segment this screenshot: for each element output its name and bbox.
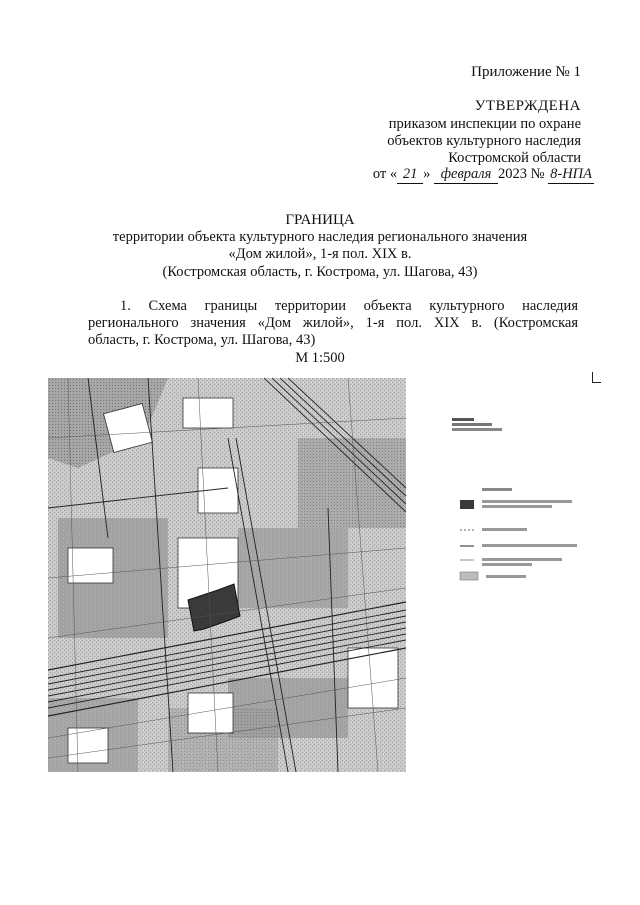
paragraph-line-1: 1. Схема границы территории объекта культурного наследия: [120, 298, 578, 314]
corner-mark-icon: [592, 372, 601, 383]
order-date-line: [373, 166, 594, 184]
title-line-3: (Костромская область, г. Кострома, ул. Шагова, 43): [162, 264, 478, 280]
title-main: ГРАНИЦА: [285, 212, 355, 228]
order-line-2: объектов культурного наследия: [387, 133, 581, 149]
legend-object-swatch: [460, 500, 474, 509]
scale-label: М 1:500: [295, 350, 345, 366]
date-year: 2023 №: [498, 166, 545, 182]
map-legend: [452, 418, 602, 598]
paragraph-line-3: область, г. Кострома, ул. Шагова, 43): [88, 332, 316, 348]
paragraph-line-2: регионального значения «Дом жилой», 1-я пол. XIX в. (Костромская: [88, 315, 578, 331]
approved-label: УТВЕРЖДЕНА: [474, 98, 581, 114]
date-number: 8-НПА: [550, 166, 592, 182]
order-line-3: Костромской области: [448, 150, 581, 166]
cadastral-map: [48, 378, 406, 772]
date-day: 21: [397, 166, 423, 184]
date-month: февраля: [434, 166, 498, 184]
title-line-2: «Дом жилой», 1-я пол. XIX в.: [228, 246, 412, 262]
order-line-1: приказом инспекции по охране: [388, 116, 581, 132]
date-prefix: от «: [372, 166, 398, 182]
date-mid: »: [423, 166, 431, 182]
title-line-1: территории объекта культурного наследия регионального значения: [112, 229, 528, 245]
appendix-label: Приложение № 1: [471, 64, 581, 80]
